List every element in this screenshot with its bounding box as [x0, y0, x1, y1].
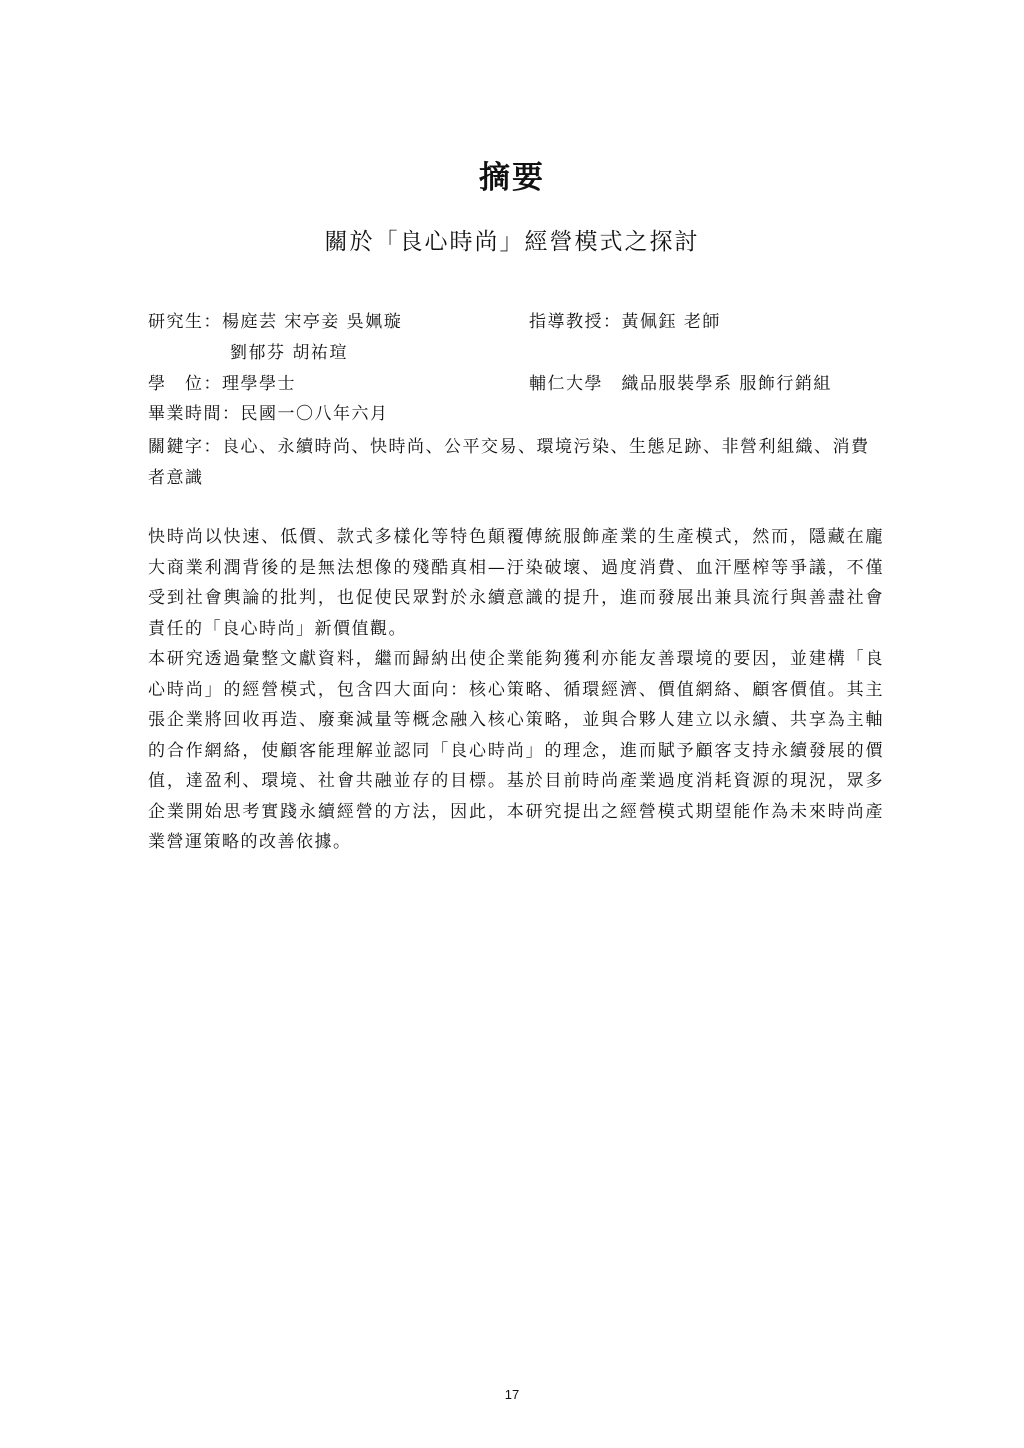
- page-number: 17: [504, 1387, 520, 1402]
- students-line-1: 研究生：楊庭芸 宋亭妾 吳姵璇: [148, 312, 403, 332]
- students-line-2: 劉郁芬 胡祐瑄: [230, 343, 348, 363]
- keywords-line: 關鍵字：良心、永續時尚、快時尚、公平交易、環境污染、生態足跡、非營利組織、消費者意識: [148, 437, 870, 488]
- thesis-title: 關於「良心時尚」經營模式之探討: [324, 229, 700, 255]
- abstract-paragraph-2: 本研究透過彙整文獻資料，繼而歸納出使企業能夠獲利亦能友善環境的要因，並建構「良心時尚」的經營模式，包含四大面向：核心策略、循環經濟、價值網絡、顧客價值。其主張企業將回收再造、廢棄減量等概念融入核心策略，並與合夥人建立以永續、共享為主軸的合作網絡，使顧客能理解並認同「良心時尚」的理念，進而賦予顧客支持永續發展的價值，達盈利、環境、社會共融並存的目標。基於目前時尚產業過度消耗資源的現況，眾多企業開始思考實踐永續經營的方法，因此，本研究提出之經營模式期望能作為未來時尚產業營運策略的改善依據。: [148, 649, 884, 852]
- abstract-paragraph-1: 快時尚以快速、低價、款式多樣化等特色顛覆傳統服飾產業的生產模式，然而，隱藏在龐大商業利潤背後的是無法想像的殘酷真相—汙染破壞、過度消費、血汗壓榨等爭議，不僅受到社會輿論的批判，也促使民眾對於永續意識的提升，進而發展出兼具流行與善盡社會責任的「良心時尚」新價值觀。: [148, 527, 884, 639]
- university-line: 輔仁大學 織品服裝學系 服飾行銷組: [529, 374, 832, 394]
- advisor-line: 指導教授：黃佩鈺 老師: [529, 312, 721, 332]
- abstract-heading: 摘要: [479, 160, 545, 196]
- graduation-line: 畢業時間：民國一〇八年六月: [148, 404, 389, 424]
- abstract-body: [148, 522, 884, 858]
- degree-line: 學 位：理學學士: [148, 374, 296, 394]
